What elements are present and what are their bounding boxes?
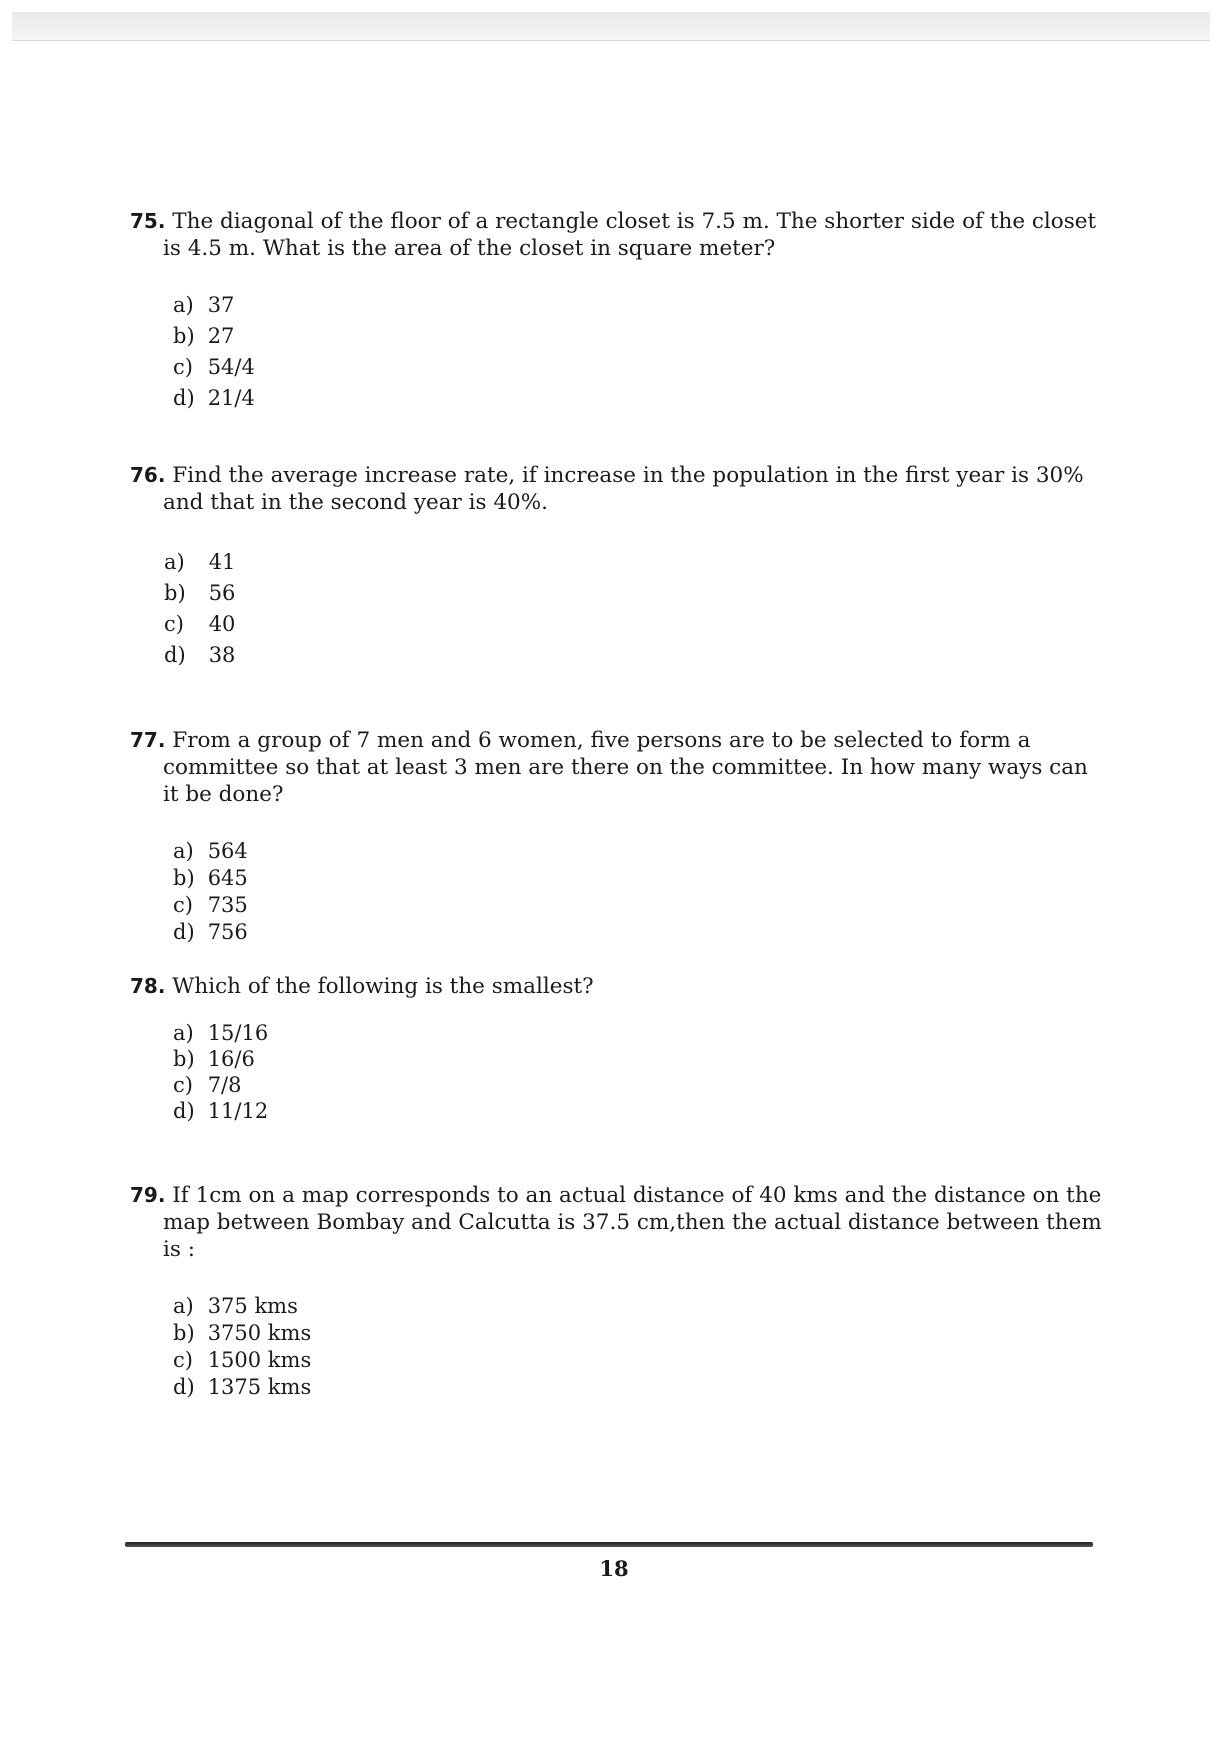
option-c: c) 1500 kms	[173, 1348, 312, 1372]
question-text: Which of the following is the smallest?	[172, 974, 594, 999]
question-number: 79	[130, 1183, 158, 1207]
option-c: c) 7/8	[173, 1073, 242, 1097]
option-b: b) 56	[164, 581, 236, 605]
option-c: c) 40	[164, 612, 236, 636]
option-d: d) 11/12	[173, 1099, 269, 1123]
option-a: a) 564	[173, 839, 248, 863]
question-77: 77. From a group of 7 men and 6 women, five persons are to be selected to form a committee so that at least 3 men are there on the committee. In how many ways can it be done? a) 564 b) 645 c) 735 d) 756	[130, 727, 1110, 946]
question-number: 78	[130, 974, 158, 998]
answer-options	[130, 1020, 1110, 1124]
option-a: a) 375 kms	[173, 1294, 298, 1318]
answer-options	[130, 290, 1110, 414]
question-text: The diagonal of the floor of a rectangle closet is 7.5 m. The shorter side of the closet is 4.5 m. What is the area of the closet in square meter?	[163, 209, 1097, 261]
answer-options	[130, 547, 1110, 671]
question-number: 76	[130, 463, 158, 487]
option-d: d) 1375 kms	[173, 1375, 312, 1399]
option-c: c) 54/4	[173, 355, 255, 379]
option-b: b) 645	[173, 866, 248, 890]
question-75: 75. The diagonal of the floor of a rectangle closet is 7.5 m. The shorter side of the closet is 4.5 m. What is the area of the closet in square meter? a) 37 b) 27 c) 54/4 d) 21/4	[130, 208, 1110, 414]
question-79: 79. If 1cm on a map corresponds to an actual distance of 40 kms and the distance on the map between Bombay and Calcutta is 37.5 cm,then the actual distance between them is : a) 375 kms b) 3750 kms c) 1500 kms d) 1375 kms	[130, 1182, 1110, 1401]
question-number: 75	[130, 209, 158, 233]
option-c: c) 735	[173, 893, 248, 917]
page-top-edge	[12, 12, 1210, 41]
option-a: a) 41	[164, 550, 236, 574]
question-number: 77	[130, 728, 158, 752]
question-76: 76. Find the average increase rate, if increase in the population in the first year is 30% and that in the second year is 40%. a) 41 b) 56 c) 40 d) 38	[130, 462, 1110, 671]
option-b: b) 3750 kms	[173, 1321, 312, 1345]
option-d: d) 756	[173, 920, 248, 944]
footer-divider	[125, 1542, 1093, 1547]
question-text: From a group of 7 men and 6 women, five persons are to be selected to form a committee so that at least 3 men are there on the committee. In how many ways can it be done?	[163, 728, 1088, 807]
question-text: Find the average increase rate, if increase in the population in the first year is 30% and that in the second year is 40%.	[163, 463, 1084, 515]
option-a: a) 37	[173, 293, 235, 317]
option-b: b) 16/6	[173, 1047, 255, 1071]
option-d: d) 21/4	[173, 386, 255, 410]
option-b: b) 27	[173, 324, 235, 348]
option-d: d) 38	[164, 643, 236, 667]
answer-options	[130, 838, 1110, 946]
option-a: a) 15/16	[173, 1021, 269, 1045]
answer-options	[130, 1293, 1110, 1401]
page-number: 18	[599, 1556, 629, 1581]
question-text: If 1cm on a map corresponds to an actual distance of 40 kms and the distance on the map between Bombay and Calcutta is 37.5 cm,then the actual distance between them is :	[163, 1183, 1102, 1262]
question-78: 78. Which of the following is the smallest? a) 15/16 b) 16/6 c) 7/8 d) 11/12	[130, 973, 1110, 1124]
